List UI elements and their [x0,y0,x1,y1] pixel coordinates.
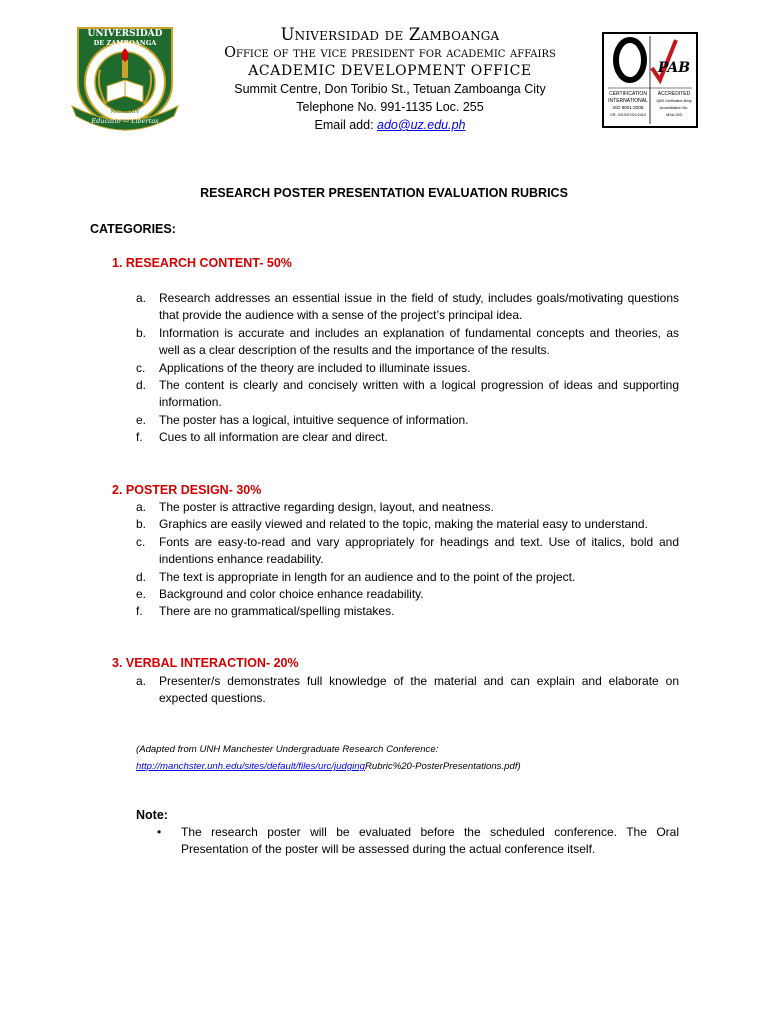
badge-iso: ISO 9001:2008 [612,105,644,110]
badge-letters: PAB [657,60,691,76]
research-content-criteria [136,290,679,447]
section-heading-research-content: 1. RESEARCH CONTENT- 50% [112,256,292,270]
verbal-interaction-criteria [136,673,679,708]
department-name: ACADEMIC DEVELOPMENT OFFICE [248,63,532,79]
list-item [136,290,679,325]
university-seal-text [66,22,184,134]
university-name: Universidad de Zamboanga [280,25,500,44]
list-item [136,603,679,620]
item-marker: e. [136,587,147,602]
item-text: The poster has a logical, intuitive sequence of information. [159,412,469,427]
list-item [136,569,679,586]
list-item [136,516,679,533]
bullet-icon: • [157,825,162,839]
citation-link-rest: Rubric%20-PosterPresentations.pdf) [364,761,521,772]
item-text: Research addresses an essential issue in the field of study, includes goals/motivating questions that provide the audience with a sense of the project’s principal idea. [159,291,679,323]
item-marker: e. [136,412,147,427]
item-marker: d. [136,569,147,584]
letterhead-text [190,26,590,134]
telephone: Telephone No. 991-1135 Loc. 255 [296,100,484,114]
categories-label: CATEGORIES: [90,222,176,236]
item-marker: d. [136,378,147,393]
seal-year: MCMLXIV [110,109,140,115]
item-marker: f. [136,604,143,619]
badge-international: INTERNATIONAL [608,98,648,104]
note-heading: Note: [136,808,168,822]
section-heading-verbal-interaction: 3. VERBAL INTERACTION- 20% [112,656,299,670]
email-label: Email add: [314,118,378,132]
citation-line-1: (Adapted from UNH Manchester Undergraduate Research Conference: [136,744,439,755]
badge-accredited: ACCREDITED [657,91,691,97]
citation-line-2 [136,758,696,775]
badge-qms: QMS Certification Body [656,99,692,103]
list-item [136,412,679,429]
citation-link[interactable]: http://manchster.unh.edu/sites/default/files/urc/judging [136,761,365,772]
email-link[interactable]: ado@uz.edu.ph [377,118,466,132]
office-name: Office of the vice president for academic affairs [224,45,556,61]
source-citation [136,741,696,775]
item-text: There are no grammatical/spelling mistakes. [159,604,395,619]
list-item [136,534,679,569]
seal-motto: Educatio — Libertas [91,117,159,125]
item-text: Information is accurate and includes an explanation of fundamental concepts and theories, as well as a clear description of the results and the importance of the results. [159,325,679,358]
note-item [157,824,679,859]
item-text: The text is appropriate in length for an audience and to the point of the project. [159,569,576,584]
badge-mdb: MSA-003 [666,113,682,117]
item-marker: a. [136,674,147,688]
letterhead [0,0,768,140]
item-marker: b. [136,325,147,340]
item-text: The poster is attractive regarding design, layout, and neatness. [159,500,494,514]
item-marker: b. [136,517,147,532]
list-item [136,429,679,446]
section-heading-poster-design: 2. POSTER DESIGN- 30% [112,483,262,497]
certification-badge-text [602,32,698,128]
list-item [136,586,679,603]
list-item [136,673,679,708]
list-item [136,377,679,412]
seal-top-text-2: DE ZAMBOANGA [93,39,157,47]
item-text: Graphics are easily viewed and related to the topic, making the material easy to understand. [159,517,648,532]
list-item [136,325,679,360]
poster-design-criteria [136,499,679,621]
item-marker: f. [136,430,143,445]
badge-certification: CERTIFICATION [609,91,647,97]
item-marker: a. [136,291,147,305]
item-marker: a. [136,500,147,514]
item-text: Cues to all information are clear and direct. [159,430,388,445]
email-line [190,116,590,134]
list-item [136,360,679,377]
item-text: Fonts are easy-to-read and vary appropriately for headings and text. Use of italics, bold and indentions enhance readability. [159,534,679,567]
item-marker: c. [136,534,146,549]
address: Summit Centre, Don Toribio St., Tetuan Zamboanga City [234,82,546,96]
badge-accnum: Accreditation No. [659,106,689,110]
item-text: Presenter/s demonstrates full knowledge of the material and can explain and elaborate on expected questions. [159,674,679,706]
document-title: RESEARCH POSTER PRESENTATION EVALUATION RUBRICS [200,186,568,200]
item-text: Background and color choice enhance readability. [159,587,424,602]
item-marker: c. [136,360,146,375]
badge-cr: CR: 2010/07/01/2410 [609,113,647,117]
note-text: The research poster will be evaluated before the scheduled conference. The Oral Presentation of the poster will be assessed during the actual conference itself. [181,825,679,857]
item-text: Applications of the theory are included to illuminate issues. [159,360,471,375]
item-text: The content is clearly and concisely written with a logical progression of ideas and supporting information. [159,378,679,410]
list-item [136,499,679,516]
seal-top-text-1: UNIVERSIDAD [87,29,163,39]
